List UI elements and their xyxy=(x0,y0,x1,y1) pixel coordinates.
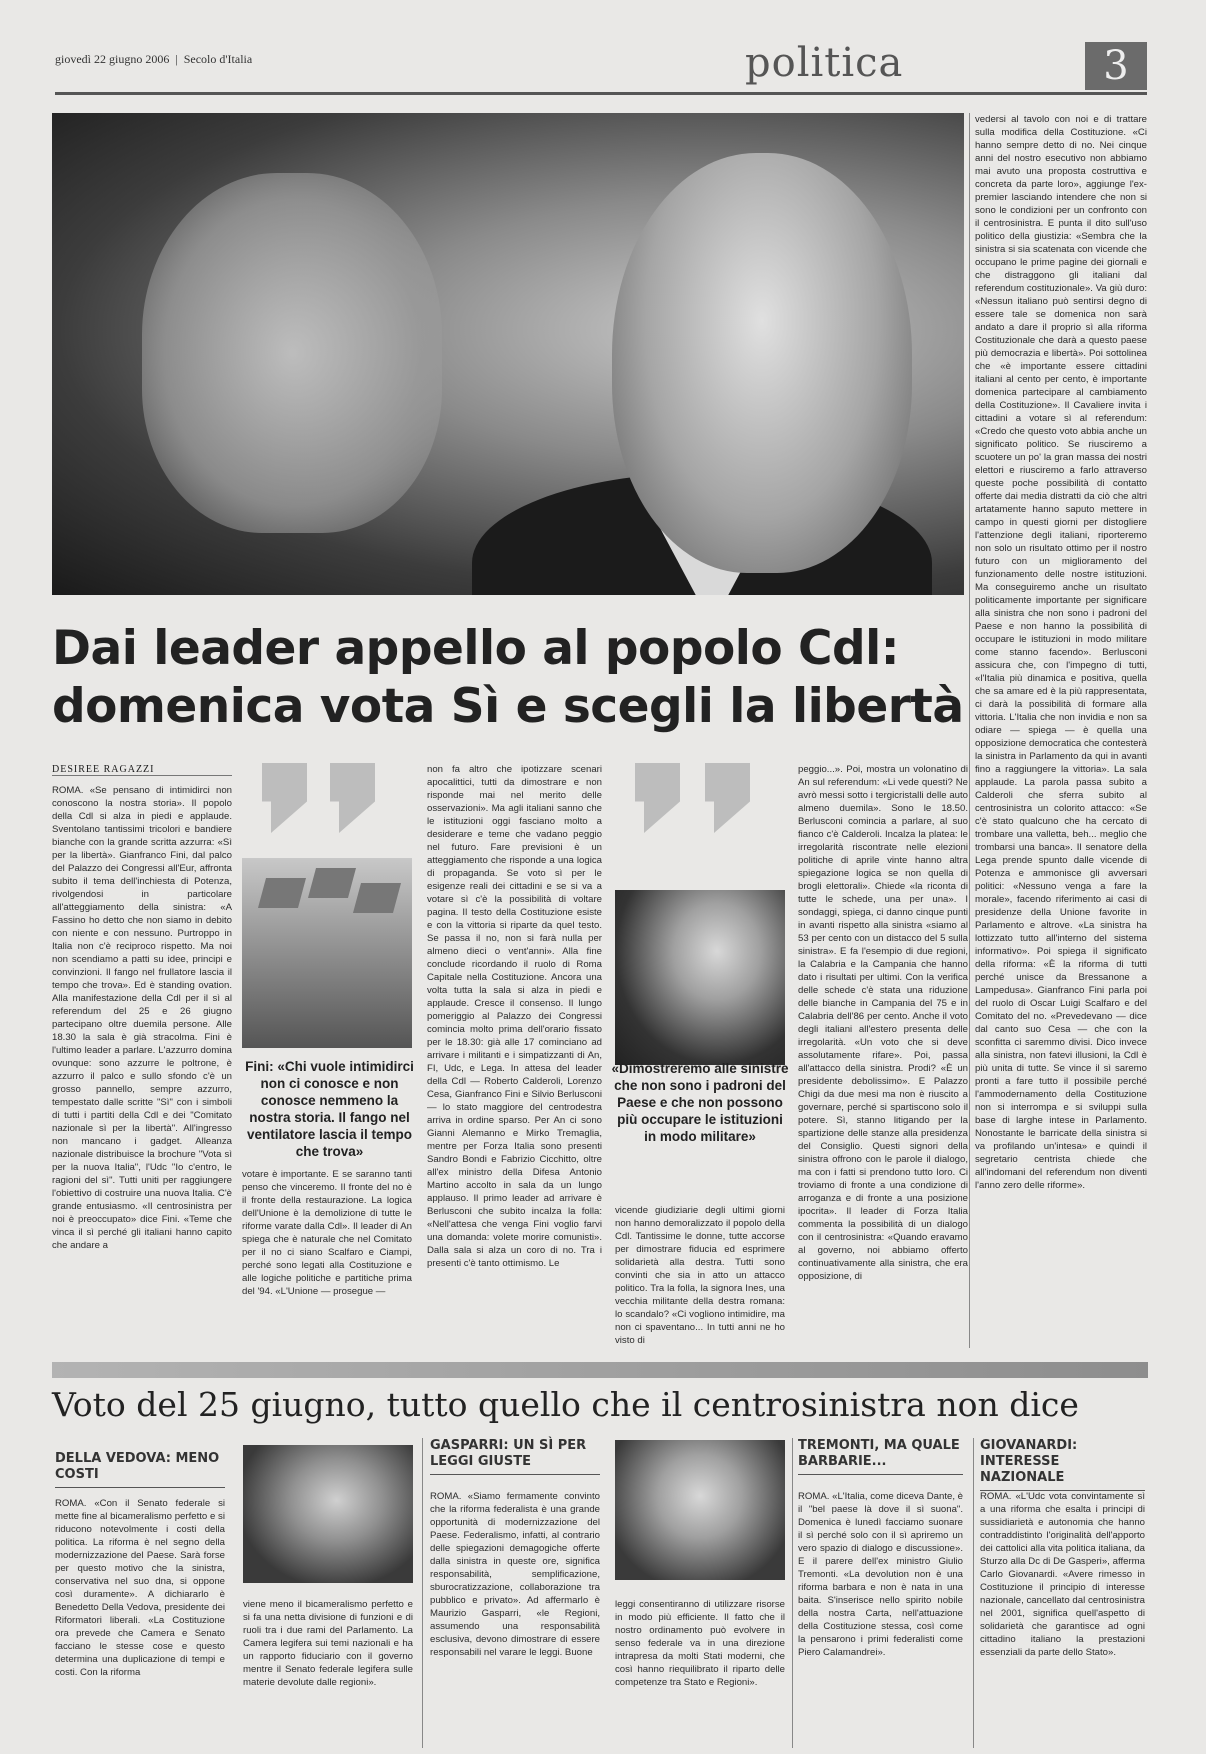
quote-mark-icon xyxy=(635,763,680,833)
bottom-column-6: ROMA. «L'Udc vota convintamente sì a una riforma che esalta i principi di sussidiarietà e autonomia che hanno contraddistinto l'originalità dell'apporto dei cattolici alla vita politica italiana, da Sturzo alla Dc di De Gasperi», afferma Carlo Giovanardi. «Avere rimesso in Costituzione il principio di interesse nazionale, cancellato dal centrosinistra nel 2001, significa quell'aspetto di solidarietà che garantisce ad ogni cittadino italiano la prestazioni essenziali da parte dello Stato». xyxy=(980,1491,1145,1658)
masthead-rule xyxy=(55,92,1147,95)
section-title: politica xyxy=(745,40,904,86)
subhead-gasparri: GASPARRI: UN SÌ PER LEGGI GIUSTE xyxy=(430,1438,600,1475)
bottom-column-3: ROMA. «Siamo fermamente convinto che la riforma federalista è una grande opportunità di modernizzazione del Paese. Federalismo, infatti, al contrario delle spiegazioni demagogiche offerte dalla sinistra in queste ore, significa responsabilità, semplificazione, sburocratizzazione, collaborazione tra pubblico e privato». Ad affermarlo è Maurizio Gasparri, «le Regioni, assumendo una responsabilità esclusiva, devono dimostrare di essere responsabili nel varare le leggi. Buone xyxy=(430,1491,600,1658)
masthead xyxy=(55,42,1155,92)
article-column-4: vicende giudiziarie degli ultimi giorni non hanno demoralizzato il popolo della Cdl. Tantissime le donne, tutte accorse per dimostrare fiducia ed esprimere solidarietà alla destra. Tutti sono convinti che sia in atto un attacco politico. Tra la folla, la signora Ines, una vecchia militante della destra romana: lo scandalo? «Ci vogliono intimidire, ma non ci spaventano... In tutti anni ne ho visto di xyxy=(615,1205,785,1346)
column-rule xyxy=(969,113,970,1348)
flag xyxy=(258,878,306,908)
tremonti-photo xyxy=(615,1440,785,1580)
pull-quote-berlusconi: «Dimostreremo alle sinistre che non sono i padroni del Paese e che non possono più occupare le istituzioni in modo militare» xyxy=(611,1061,789,1144)
column-rule xyxy=(422,1438,423,1748)
raised-hand xyxy=(142,173,442,533)
flag xyxy=(353,883,401,913)
paper-name: Secolo d'Italia xyxy=(183,52,253,66)
headline-line-2: domenica vota Sì e scegli la libertà xyxy=(52,679,964,734)
quote-mark-icon xyxy=(705,763,750,833)
section-divider xyxy=(52,1362,1148,1378)
article-column-2: votare è importante. E se saranno tanti penso che vinceremo. Il fronte del no è il fronte della restaurazione. La logica dell'Unione è la demolizione di tutte le riforme varate dalla Cdl». Il leader di An spiega che è naturale che nel Comitato per il no ci siano Scalfaro e Ciampi, perché sono legati alla Costituzione e alle logiche politiche e partitiche prima del '94. «L'Unione — prosegue — xyxy=(242,1169,412,1297)
quote-mark-icon xyxy=(330,763,375,833)
byline: DESIREE RAGAZZI xyxy=(52,764,232,776)
flag xyxy=(308,868,356,898)
column-rule xyxy=(792,1438,793,1748)
pull-quote-fini: Fini: «Chi vuole intimidirci non ci conosce e non conosce nemmeno la nostra storia. Il fango nel ventilatore lascia il tempo che trova» xyxy=(245,1059,414,1159)
bottom-column-1: ROMA. «Con il Senato federale si mette fine al bicameralismo perfetto e si riducono notevolmente i costi della politica. La riforma è nel segno della modernizzazione del Paese. Sarà forse per questo motivo che la sinistra, conservativa nel suo dna, si oppone così duramente». A dichiararlo è Benedetto Della Vedova, presidente dei Riformatori liberali. «La Costituzione ora prevede che Camera e Senato facciano le stesse cose e questo determina una duplicazione di tempi e costi. Con la riforma xyxy=(55,1498,225,1678)
bottom-column-4: leggi consentiranno di utilizzare risorse in modo più efficiente. Il fatto che il nostro ordinamento può evolvere in senso federale va in una direzione intrapresa da molti Stati moderni, che così hanno riequilibrato il riparto delle competenze tra Stato e Regioni». xyxy=(615,1599,785,1688)
column-rule xyxy=(973,1438,974,1748)
article-column-1: ROMA. «Se pensano di intimidirci non conoscono la nostra storia». Il popolo della Cdl si alza in piedi e applaude. Sventolano tantissimi tricolori e bandiere bianche con la grande scritta azzurra: «Sì per la libertà». Gianfranco Fini, dal palco del Palazzo dei Congressi all'Eur, affronta subito il tema dell'inchiesta di Potenza, rivolgendosi in particolare all'atteggiamento della sinistra: «A Fassino ho detto che non siamo in debito con niente e con nessuno. Purtroppo in Italia non c'è reciproco rispetto. Ma noi non scendiamo a patti su idee, principi e convinzioni. Il fango nel frullatore lascia il tempo che trova». Ed è standing ovation. Alla manifestazione della Cdl per il sì al referendum del 25 e 26 giugno partecipano oltre duemila persone. Alle 18.30 la sala è già stracolma. Fini è l'ultimo leader a parlare. L'azzurro domina ovunque: sono azzurre le poltrone, è azzurro il palco e sullo sfondo c'è un grosso pannello, sempre azzurro, tempestato dalle scritte "Sì" con i simboli di tutti i partiti della Cdl e dei "Comitato nazionale sì per la libertà". All'ingresso non mancano i gadget. Alleanza nazionale distribuisce la brochure "Vota sì per la nuova Italia", l'Udc "Io c'entro, le ragioni del sì". Tutti uniti per raggiungere l'obiettivo di costruire una nuova Italia. C'è grande entusiasmo. «Il centrosinistra per noi è preoccupato» dice Fini. «Teme che vinca il sì perché gli italiani hanno capito che andare a xyxy=(52,785,232,1251)
subhead-tremonti: TREMONTI, MA QUALE BARBARIE... xyxy=(798,1438,963,1475)
quote-mark-icon xyxy=(262,763,307,833)
article-column-3: non fa altro che ipotizzare scenari apocalittici, tutti da dimostrare e non risponde mai nel merito delle osservazioni». Ma agli italiani sanno che le istituzioni oggi fasciano molto a desiderare e teme che vadano peggio nel futuro. Fare previsioni è un atteggiamento che risponde a una logica di propaganda. Se voto sì per le esigenze reali dei cittadini e se si va a votare sì c'è la possibilità di voltare pagina. Il testo della Costituzione esiste e con la vittoria si riparte da quel testo. Se passa il no, non si farà nulla per almeno dieci o vent'anni». Alla fine conclude ricordando il ruolo di Roma Capitale nella Costituzione. Ancora una volta tutta la sala si alza in piedi e applaude. Cresce il consenso. Il lungo pomeriggio al Palazzo dei Congressi comincia molto prima dell'orario fissato per le 18.30: già alle 17 cominciano ad arrivare i militanti e i simpatizzanti di An, FI, Udc, e Lega. In attesa del leader della Cdl — Roberto Calderoli, Lorenzo Cesa, Gianfranco Fini e Silvio Berlusconi — lo stato maggiore del centrodestra arriva in ordine sparso. Per An ci sono Gianni Alemanno e Mirko Tremaglia, mentre per Forza Italia sono presenti Sandro Bondi e Fabrizio Cicchitto, oltre all'ex ministro della Difesa Antonio Martino accolto in sala da un lungo applauso. Il primo leader ad arrivare è Berlusconi che subito incalza la folla: «Nell'attesa che venga Fini voglio farvi una domanda: volete morire comunisti». Dalla sala si alza un coro di no. Tra i presenti c'è tanto ottimismo. Le xyxy=(427,764,602,1269)
subhead-dellavedova: DELLA VEDOVA: MENO COSTI xyxy=(55,1451,225,1488)
issue-date: giovedì 22 giugno 2006 | Secolo d'Italia xyxy=(55,52,253,66)
right-column-text: vedersi al tavolo con noi e di trattare sulla modifica della Costituzione. «Ci hanno sempre detto di no. Nei cinque anni del nostro esecutivo non abbiamo mai avuto una proposta costruttiva e concreta da parte loro», aggiunge l'ex-premier lasciando intendere che non si sono le condizioni per un confronto con il centrosinistra. E punta il dito sull'uso politico della giustizia: «Sembra che la sinistra si sia scatenata con vicende che occupano le prime pagine dei giornali e che distraggono gli italiani dal referendum costituzionale». Va giù duro: «Nessun italiano può sentirsi degno di essere tale se domenica non sarà andato a dare il proprio sì alla riforma Costituzionale che darà a questo paese più democrazia e libertà». Poi sottolinea che «è importante essere cittadini italiani al cento per cento, è importante domenica partecipare al cambiamento della Costituzione». Il Cavaliere invita i cittadini a votare sì al referendum: «Credo che questo voto abbia anche un significato politico. Se riusciremo a scuotere un po' la gran massa dei nostri elettori e riusciremo a farlo attraverso queste poche possibilità di contatto offerte dai media distratti da ciò che altri artatamente hanno saputo mettere in campo in questi giorni per distogliere l'attenzione degli italiani, riporteremo non solo un risultato ottimo per il nostro futuro con un miglioramento del funzionamento delle nostre istituzioni. Ma conseguiremo anche un risultato politicamente importante per significare alla sinistra che non sono i padroni del Paese e non hanno la possibilità di occupare le istituzioni in modo militare come stanno facendo». Berlusconi assicura che, con l'impegno di tutti, «l'Italia più dinamica e positiva, quella che sa amare ed è la più rappresentata, ci darà la possibilità di formare alla vittoria. L'Italia che non invidia e non sa odiare — spiega — è quella una opposizione democratica che contesterà la sinistra in Parlamento da qui in avanti fino a raggiungere la vittoria». La sala applaude. La parola passa subito a Calderoli che sferra subito al centrosinistra un colorito attacco: «Se c'è stato qualcuno che ha cercato di trombare una valletta, beh... meglio che trombarsi una banca». Il senatore della Lega prende spunto dalle vicende di Potenza e ammonisce gli avversari politici: «Nessuno venga a fare la morale», facendo riferimento ai casi di presidenze della Unione favorite in Parlamento e altrove. «La sinistra ha lottizzato tutto all'interno del sistema informativo». Poi spiega il significato della riforma: «È la riforma di tutti perché unisce da Bressanone a Lampedusa». Gianfranco Fini parla poi del ruolo di Oscar Luigi Scalfaro e del Comitato del no. «Prevedevano — dice dal canto suo Cesa — che con la sconfitta ci saremmo divisi. Dico invece alla sinistra, non fatevi illusioni, la Cdl è più unita di tutte. Se vince il sì saremo pronti a fare tutto il possibile perché l'ammodernamento della Costituzione non si interrompa e si sviluppi sulla base di larghe intese in Parlamento. Nonostante le barricate della sinistra si va profilando un'intesa» e quindi il segretario centrista chiede che all'indomani del referendum non diventi l'anno zero delle riforme». xyxy=(975,114,1147,1191)
headline xyxy=(52,620,964,736)
speaker-face xyxy=(612,153,912,573)
bottom-section-title: Voto del 25 giugno, tutto quello che il centrosinistra non dice xyxy=(52,1385,1079,1424)
rally-photo xyxy=(242,858,412,1048)
dellavedova-photo xyxy=(243,1445,413,1583)
subhead-giovanardi: GIOVANARDI: INTERESSE NAZIONALE xyxy=(980,1438,1145,1491)
bottom-column-5: ROMA. «L'Italia, come diceva Dante, è il "bel paese là dove il sì suona". Domenica è lunedì facciamo suonare il sì perché solo con il sì apriremo un vero spazio di dialogo e discussione». E il parere dell'ex ministro Giulio Tremonti. «La devolution non è una riforma barbara e non è nata in una baita. S'inserisce nello spirito nobile della nostra Carta, nell'attuazione della Costituzione stessa, così come la pensarono i primi federalisti come Piero Calamandrei». xyxy=(798,1491,963,1658)
berlusconi-photo xyxy=(615,890,785,1065)
headline-line-1: Dai leader appello al popolo Cdl: xyxy=(52,621,900,676)
bottom-column-2: viene meno il bicameralismo perfetto e si fa una netta divisione di funzioni e di ruoli tra i due rami del Parlamento. La Camera legifera sui temi nazionali e ha un rapporto fiduciario con il governo mentre il Senato federale legifera sulle materie devolute dalle regioni». xyxy=(243,1599,413,1688)
article-column-5: peggio...». Poi, mostra un volonatino di An sul referendum: «Li vede questi? Ne avrò messi sotto i tergicristalli delle auto almeno duemila». Sono le 18.50. Berlusconi comincia a parlare, al suo fianco c'è Calderoli. Incalza la platea: le irregolarità riscontrate nelle elezioni politiche di aprile vinte hanno altra spiegazione logica se non quella di brogli elettorali». Chiede «la riconta di tutte le schede, una per una». I sondaggi, spiega, ci danno cinque punti in avanti rispetto alla sinistra «siamo al 53 per cento con un distacco del 5 sulla sinistra». E fa l'esempio di due regioni, la Calabria e la Campania che hanno dato i risultati per ultimi. Con la verifica delle schede c'è stata una riduzione delle bianche in Campania del 75 e in Calabria dell'86 per cento. Anche il voto degli italiani all'estero presenta delle irregolarità. «Un voto che si deve assolutamente rifare». Poi, passa all'attacco della sinistra. Prodi? «È un presidente debolissimo». E Palazzo Chigi da due mesi ma non è riuscito a governare, perché si spartiscono solo il potere. Sì, stanno litigando per la spartizione delle stanze alla presidenza del Consiglio. Questi signori della sinistra offrono con le parole il dialogo, ma con i fatti si prendono tutto loro. Ci troviamo di fronte a una condizione di arroganza e di fronte a una posizione ipocrita». Il leader di Forza Italia commenta la possibilità di un dialogo con il centrosinistra: «Quando eravamo al governo, noi abbiamo offerto continuativamente alla sinistra, che era opposizione, di xyxy=(798,764,968,1282)
page-number: 3 xyxy=(1085,42,1147,90)
main-photo xyxy=(52,113,964,595)
